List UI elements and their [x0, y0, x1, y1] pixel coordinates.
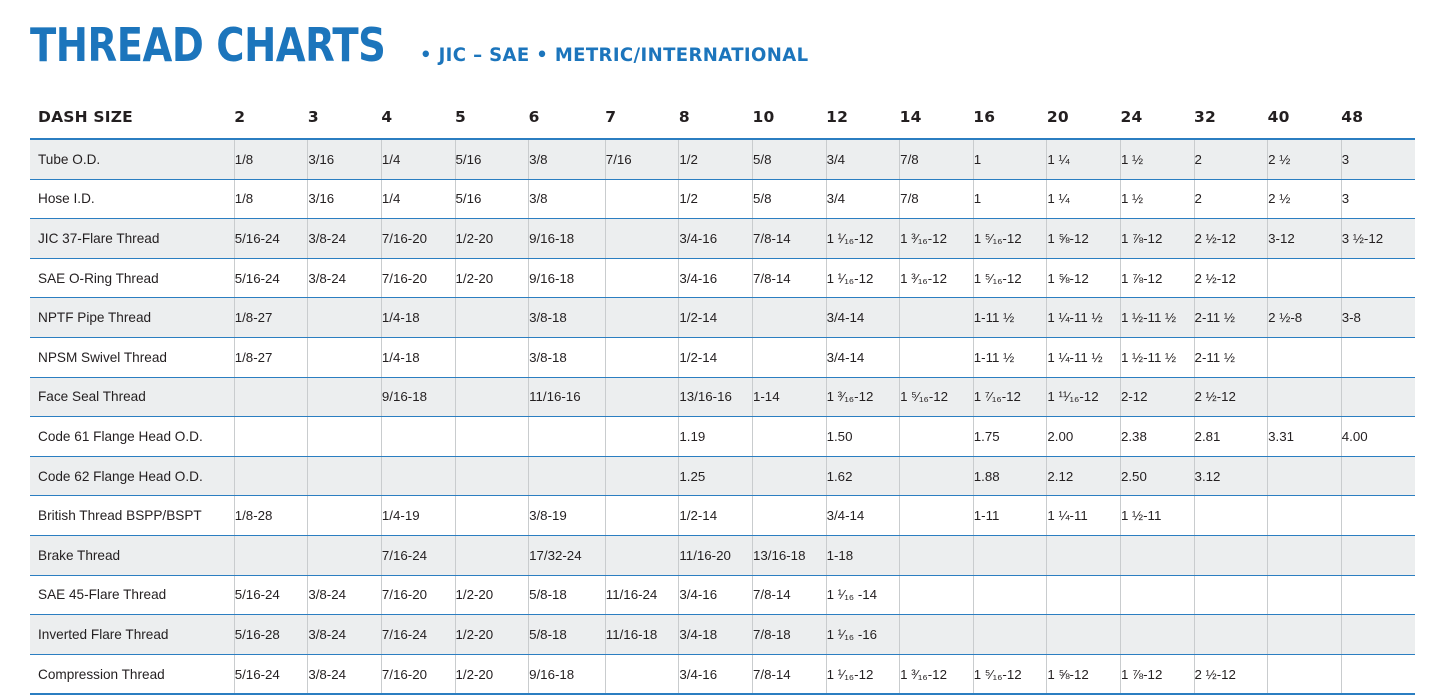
table-row [30, 535, 1415, 575]
table-cell [1268, 456, 1342, 496]
table-cell: 1 ¼-11 ½ [1047, 298, 1121, 338]
table-cell: 1 ½-11 ½ [1120, 298, 1194, 338]
table-cell [455, 337, 529, 377]
table-cell: 11/16-24 [605, 575, 679, 615]
table-cell [308, 417, 382, 457]
table-cell: 1/8 [234, 179, 308, 219]
table-row [30, 219, 1415, 259]
table-cell: 2.00 [1047, 417, 1121, 457]
column-header-7: 7 [605, 96, 679, 139]
table-cell: 7/8-14 [752, 258, 826, 298]
table-cell: 3/4-16 [679, 219, 753, 259]
table-cell [529, 417, 606, 457]
column-header-5: 5 [455, 96, 529, 139]
table-cell: 1 ⁷⁄₁₆-12 [973, 377, 1047, 417]
table-cell [1268, 337, 1342, 377]
table-cell: 3/4-16 [679, 258, 753, 298]
table-cell [900, 417, 974, 457]
table-cell: 3/8 [529, 139, 606, 179]
table-cell: 2 ½-12 [1194, 654, 1268, 694]
table-cell: 1 ⅞-12 [1120, 258, 1194, 298]
table-row [30, 337, 1415, 377]
column-header-4: 4 [381, 96, 455, 139]
table-cell [752, 417, 826, 457]
table-cell: 1 ½ [1120, 139, 1194, 179]
table-cell: 1 ³⁄₁₆-12 [900, 654, 974, 694]
table-cell: 3-12 [1268, 219, 1342, 259]
row-label: Inverted Flare Thread [30, 615, 234, 655]
table-cell: 1 ⁵⁄₁₆-12 [973, 654, 1047, 694]
table-cell [308, 377, 382, 417]
table-cell [752, 456, 826, 496]
table-cell [1341, 496, 1415, 536]
table-cell [308, 535, 382, 575]
row-label: Code 62 Flange Head O.D. [30, 456, 234, 496]
row-label: SAE 45-Flare Thread [30, 575, 234, 615]
table-cell: 9/16-18 [529, 654, 606, 694]
table-cell: 2 ½ [1268, 139, 1342, 179]
table-cell: 1 ½ [1120, 179, 1194, 219]
table-cell: 1 ½-11 [1120, 496, 1194, 536]
row-label: NPTF Pipe Thread [30, 298, 234, 338]
table-cell: 3/8-24 [308, 654, 382, 694]
table-cell [381, 417, 455, 457]
table-cell: 1 ⅞-12 [1120, 654, 1194, 694]
table-row [30, 654, 1415, 694]
table-cell: 3/4-14 [826, 496, 900, 536]
row-label: British Thread BSPP/BSPT [30, 496, 234, 536]
table-cell: 3/4-16 [679, 654, 753, 694]
table-cell: 9/16-18 [529, 258, 606, 298]
table-row [30, 258, 1415, 298]
table-cell: 5/16-24 [234, 575, 308, 615]
table-cell: 1 [973, 139, 1047, 179]
table-cell [973, 615, 1047, 655]
table-cell: 3/16 [308, 139, 382, 179]
row-label: Brake Thread [30, 535, 234, 575]
table-cell [1341, 535, 1415, 575]
table-cell: 1/4 [381, 139, 455, 179]
column-header-3: 3 [308, 96, 382, 139]
table-cell: 1.19 [679, 417, 753, 457]
table-cell: 3/4-18 [679, 615, 753, 655]
table-cell: 7/16-24 [381, 615, 455, 655]
table-header [30, 96, 1415, 139]
table-cell: 2 ½-12 [1194, 219, 1268, 259]
table-cell: 5/16-28 [234, 615, 308, 655]
thread-chart-table [30, 96, 1415, 695]
table-cell: 1/8-28 [234, 496, 308, 536]
thread-chart-table-wrapper [30, 96, 1415, 695]
row-label: JIC 37-Flare Thread [30, 219, 234, 259]
table-cell: 1 ⁵⁄₁₆-12 [973, 219, 1047, 259]
table-cell [900, 535, 974, 575]
table-cell: 7/8 [900, 139, 974, 179]
page-header [30, 18, 829, 72]
table-cell: 3/8-18 [529, 298, 606, 338]
table-cell: 3 [1341, 139, 1415, 179]
table-cell: 1 ½-11 ½ [1120, 337, 1194, 377]
table-cell: 3-8 [1341, 298, 1415, 338]
table-cell: 5/8-18 [529, 615, 606, 655]
table-cell: 2-12 [1120, 377, 1194, 417]
table-cell [1120, 575, 1194, 615]
table-cell [1047, 535, 1121, 575]
table-row [30, 496, 1415, 536]
column-header-dash-size: DASH SIZE [30, 96, 234, 139]
table-cell: 5/8-18 [529, 575, 606, 615]
table-cell [1194, 535, 1268, 575]
table-cell [234, 456, 308, 496]
table-cell: 1.88 [973, 456, 1047, 496]
table-cell: 1 ¼-11 [1047, 496, 1121, 536]
table-cell [308, 298, 382, 338]
table-cell: 2 [1194, 179, 1268, 219]
table-cell [455, 496, 529, 536]
table-cell: 1 ¹⁄₁₆-12 [826, 654, 900, 694]
row-label: SAE O-Ring Thread [30, 258, 234, 298]
row-label: NPSM Swivel Thread [30, 337, 234, 377]
table-cell [605, 377, 679, 417]
table-cell [900, 575, 974, 615]
table-cell: 1-11 [973, 496, 1047, 536]
table-cell: 1/4-18 [381, 337, 455, 377]
table-cell [1268, 654, 1342, 694]
table-cell [1268, 496, 1342, 536]
table-cell: 11/16-18 [605, 615, 679, 655]
table-cell: 1/8 [234, 139, 308, 179]
table-cell [973, 535, 1047, 575]
table-row [30, 615, 1415, 655]
table-cell [900, 496, 974, 536]
table-row [30, 179, 1415, 219]
table-cell: 13/16-16 [679, 377, 753, 417]
table-cell [1341, 615, 1415, 655]
column-header-32: 32 [1194, 96, 1268, 139]
table-cell: 5/16-24 [234, 654, 308, 694]
table-cell: 1 ⁵⁄₁₆-12 [973, 258, 1047, 298]
table-cell: 1/2 [679, 139, 753, 179]
table-cell: 1 ¹⁄₁₆ -14 [826, 575, 900, 615]
table-cell: 1/4-18 [381, 298, 455, 338]
column-header-16: 16 [973, 96, 1047, 139]
table-cell: 3/8-19 [529, 496, 606, 536]
table-cell: 1-11 ½ [973, 298, 1047, 338]
table-row [30, 139, 1415, 179]
table-cell: 3 [1341, 179, 1415, 219]
table-cell: 1/4 [381, 179, 455, 219]
table-cell: 1 ⁵⁄₁₆-12 [900, 377, 974, 417]
table-cell: 1 ³⁄₁₆-12 [900, 258, 974, 298]
table-cell: 5/8 [752, 179, 826, 219]
table-cell: 1 ³⁄₁₆-12 [826, 377, 900, 417]
table-cell: 1 ¹⁄₁₆-12 [826, 258, 900, 298]
table-cell: 1 ¹⁄₁₆ -16 [826, 615, 900, 655]
table-cell: 3/8-18 [529, 337, 606, 377]
table-cell: 3/4-14 [826, 298, 900, 338]
page-subtitle: • JIC – SAE • METRIC/INTERNATIONAL [420, 44, 809, 66]
table-cell [752, 496, 826, 536]
table-cell: 1 ⅞-12 [1120, 219, 1194, 259]
table-cell: 9/16-18 [381, 377, 455, 417]
table-cell [234, 377, 308, 417]
table-cell: 9/16-18 [529, 219, 606, 259]
table-cell [1120, 615, 1194, 655]
table-cell: 2.50 [1120, 456, 1194, 496]
table-cell: 1/2-14 [679, 337, 753, 377]
table-cell: 7/16-20 [381, 575, 455, 615]
row-label: Code 61 Flange Head O.D. [30, 417, 234, 457]
table-cell: 13/16-18 [752, 535, 826, 575]
table-cell: 1 ⅝-12 [1047, 258, 1121, 298]
table-cell: 1 ⅝-12 [1047, 654, 1121, 694]
page-title: THREAD CHARTS [30, 18, 386, 72]
table-cell [308, 456, 382, 496]
table-cell [381, 456, 455, 496]
table-cell: 1/8-27 [234, 298, 308, 338]
table-row [30, 298, 1415, 338]
table-cell [605, 337, 679, 377]
table-cell: 1 ¼ [1047, 139, 1121, 179]
table-cell: 3.12 [1194, 456, 1268, 496]
table-cell [605, 219, 679, 259]
table-cell [1341, 654, 1415, 694]
table-cell [1268, 615, 1342, 655]
table-cell [605, 417, 679, 457]
table-cell: 3/4 [826, 139, 900, 179]
table-cell: 5/16-24 [234, 258, 308, 298]
column-header-2: 2 [234, 96, 308, 139]
table-cell [1047, 615, 1121, 655]
table-cell [234, 535, 308, 575]
table-cell [973, 575, 1047, 615]
row-label: Hose I.D. [30, 179, 234, 219]
table-cell: 7/8-18 [752, 615, 826, 655]
table-cell: 1 ¹¹⁄₁₆-12 [1047, 377, 1121, 417]
table-cell [605, 456, 679, 496]
table-cell [308, 496, 382, 536]
table-cell: 2.81 [1194, 417, 1268, 457]
table-cell: 1-11 ½ [973, 337, 1047, 377]
table-cell: 3 ½-12 [1341, 219, 1415, 259]
table-cell [605, 258, 679, 298]
table-cell [1120, 535, 1194, 575]
table-cell: 7/16-20 [381, 219, 455, 259]
table-cell [529, 456, 606, 496]
row-label: Compression Thread [30, 654, 234, 694]
table-cell: 2 [1194, 139, 1268, 179]
table-cell [1194, 615, 1268, 655]
table-cell [752, 337, 826, 377]
table-cell [900, 456, 974, 496]
table-cell: 1 ¼-11 ½ [1047, 337, 1121, 377]
row-label: Face Seal Thread [30, 377, 234, 417]
table-cell: 5/16 [455, 179, 529, 219]
table-cell [455, 417, 529, 457]
table-cell: 3/8-24 [308, 258, 382, 298]
column-header-12: 12 [826, 96, 900, 139]
table-cell: 7/8-14 [752, 575, 826, 615]
table-cell: 2.38 [1120, 417, 1194, 457]
table-cell [1341, 575, 1415, 615]
table-cell: 1/2-20 [455, 654, 529, 694]
column-header-48: 48 [1341, 96, 1415, 139]
table-cell [1268, 535, 1342, 575]
table-cell: 1/4-19 [381, 496, 455, 536]
table-cell: 3/8 [529, 179, 606, 219]
table-cell: 7/8-14 [752, 654, 826, 694]
table-cell: 7/16-20 [381, 654, 455, 694]
table-cell [605, 535, 679, 575]
table-cell [605, 179, 679, 219]
table-cell: 11/16-20 [679, 535, 753, 575]
table-cell: 2 ½-12 [1194, 258, 1268, 298]
column-header-20: 20 [1047, 96, 1121, 139]
table-cell: 3/8-24 [308, 615, 382, 655]
table-row [30, 456, 1415, 496]
table-cell: 3.31 [1268, 417, 1342, 457]
table-cell: 3/16 [308, 179, 382, 219]
table-cell: 1.25 [679, 456, 753, 496]
table-cell [900, 298, 974, 338]
table-cell [1047, 575, 1121, 615]
table-header-row [30, 96, 1415, 139]
table-cell [455, 456, 529, 496]
table-cell [605, 496, 679, 536]
table-cell: 1 ³⁄₁₆-12 [900, 219, 974, 259]
table-cell: 1/2-20 [455, 575, 529, 615]
table-cell [1268, 258, 1342, 298]
table-cell: 1 ¼ [1047, 179, 1121, 219]
table-cell: 1.50 [826, 417, 900, 457]
table-cell: 2 ½-8 [1268, 298, 1342, 338]
table-cell [1194, 496, 1268, 536]
column-header-14: 14 [900, 96, 974, 139]
table-cell: 3/4 [826, 179, 900, 219]
table-cell: 1/2-20 [455, 219, 529, 259]
table-cell: 1/2 [679, 179, 753, 219]
table-cell: 1/2-14 [679, 496, 753, 536]
table-cell [1268, 377, 1342, 417]
table-cell [1341, 377, 1415, 417]
table-row [30, 417, 1415, 457]
table-cell [1194, 575, 1268, 615]
table-cell [605, 654, 679, 694]
table-cell: 4.00 [1341, 417, 1415, 457]
table-row [30, 377, 1415, 417]
table-cell: 3/8-24 [308, 575, 382, 615]
table-cell: 2.12 [1047, 456, 1121, 496]
table-cell [900, 337, 974, 377]
column-header-10: 10 [752, 96, 826, 139]
table-cell: 1 ⅝-12 [1047, 219, 1121, 259]
table-cell [455, 535, 529, 575]
table-cell: 1/2-20 [455, 258, 529, 298]
table-cell: 1-18 [826, 535, 900, 575]
table-cell: 3/4-14 [826, 337, 900, 377]
table-cell [1341, 456, 1415, 496]
table-cell [308, 337, 382, 377]
table-cell: 1/8-27 [234, 337, 308, 377]
table-cell: 2-11 ½ [1194, 337, 1268, 377]
table-cell: 3/8-24 [308, 219, 382, 259]
table-cell: 2 ½ [1268, 179, 1342, 219]
table-cell: 1.62 [826, 456, 900, 496]
table-cell [455, 298, 529, 338]
table-cell: 2-11 ½ [1194, 298, 1268, 338]
column-header-8: 8 [679, 96, 753, 139]
table-cell: 7/8-14 [752, 219, 826, 259]
table-cell: 1 ¹⁄₁₆-12 [826, 219, 900, 259]
table-cell: 5/16 [455, 139, 529, 179]
table-cell: 1 [973, 179, 1047, 219]
table-cell [752, 298, 826, 338]
table-cell [1341, 337, 1415, 377]
table-cell: 7/16 [605, 139, 679, 179]
table-cell: 5/16-24 [234, 219, 308, 259]
column-header-6: 6 [529, 96, 606, 139]
table-cell: 11/16-16 [529, 377, 606, 417]
table-cell: 1/2-14 [679, 298, 753, 338]
table-cell: 7/16-24 [381, 535, 455, 575]
table-cell [605, 298, 679, 338]
table-cell [455, 377, 529, 417]
table-cell [234, 417, 308, 457]
table-cell: 1.75 [973, 417, 1047, 457]
table-cell [1341, 258, 1415, 298]
table-cell: 1-14 [752, 377, 826, 417]
column-header-24: 24 [1120, 96, 1194, 139]
table-cell: 7/8 [900, 179, 974, 219]
table-cell: 3/4-16 [679, 575, 753, 615]
table-body [30, 139, 1415, 694]
table-cell [900, 615, 974, 655]
table-cell: 1/2-20 [455, 615, 529, 655]
table-cell: 7/16-20 [381, 258, 455, 298]
row-label: Tube O.D. [30, 139, 234, 179]
table-cell: 2 ½-12 [1194, 377, 1268, 417]
table-cell [1268, 575, 1342, 615]
table-row [30, 575, 1415, 615]
column-header-40: 40 [1268, 96, 1342, 139]
table-cell: 17/32-24 [529, 535, 606, 575]
table-cell: 5/8 [752, 139, 826, 179]
